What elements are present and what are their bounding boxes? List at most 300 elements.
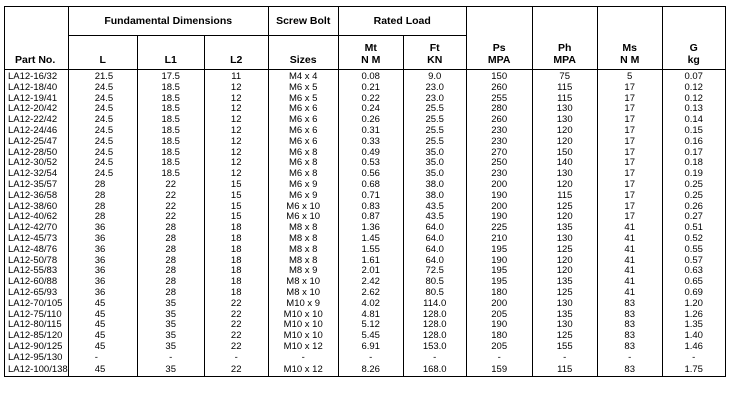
ph-cell: 130 — [532, 104, 597, 115]
ph-cell: 140 — [532, 158, 597, 169]
ph-cell: 125 — [532, 288, 597, 299]
g-cell: 1.20 — [662, 299, 725, 310]
ps-cell: 200 — [466, 180, 532, 191]
l2-cell: 18 — [204, 277, 268, 288]
l2-cell: 15 — [204, 191, 268, 202]
part-no-cell: LA12-65/93 — [5, 288, 69, 299]
mt-cell: 2.01 — [338, 266, 403, 277]
ps-cell: 159 — [466, 364, 532, 377]
g-cell: 0.12 — [662, 94, 725, 105]
ft-cell: 64.0 — [403, 245, 466, 256]
l2-cell: 12 — [204, 104, 268, 115]
ms-cell: 17 — [597, 148, 662, 159]
g-cell: 0.52 — [662, 234, 725, 245]
table-row — [5, 202, 726, 213]
mt-cell: 0.08 — [338, 70, 403, 83]
mt-cell: 0.31 — [338, 126, 403, 137]
ft-cell: 35.0 — [403, 148, 466, 159]
l2-cell: 22 — [204, 299, 268, 310]
table-row — [5, 245, 726, 256]
table-row — [5, 212, 726, 223]
header-ft-name: Ft — [429, 42, 440, 54]
part-no-cell: LA12-20/42 — [5, 104, 69, 115]
g-cell: - — [662, 353, 725, 364]
sizes-cell: M4 x 4 — [268, 70, 338, 83]
sizes-cell: M10 x 12 — [268, 342, 338, 353]
part-no-cell: LA12-48/76 — [5, 245, 69, 256]
l1-cell: 22 — [137, 202, 204, 213]
header-ms-unit: N M — [620, 54, 640, 66]
mt-cell: 0.24 — [338, 104, 403, 115]
ms-cell: 17 — [597, 202, 662, 213]
sizes-cell: - — [268, 353, 338, 364]
ms-cell: 5 — [597, 70, 662, 83]
table-row — [5, 126, 726, 137]
g-cell: 0.15 — [662, 126, 725, 137]
ft-cell: 128.0 — [403, 310, 466, 321]
header-mt — [338, 36, 403, 70]
l-cell: 45 — [68, 364, 137, 377]
part-no-cell: LA12-32/54 — [5, 169, 69, 180]
ft-cell: 35.0 — [403, 158, 466, 169]
table-row — [5, 256, 726, 267]
ps-cell: 225 — [466, 223, 532, 234]
ps-cell: 210 — [466, 234, 532, 245]
ft-cell: 64.0 — [403, 223, 466, 234]
l-cell: 24.5 — [68, 104, 137, 115]
mt-cell: 0.26 — [338, 115, 403, 126]
ps-cell: 260 — [466, 83, 532, 94]
ms-cell: 17 — [597, 126, 662, 137]
ms-cell: 17 — [597, 83, 662, 94]
ms-cell: 41 — [597, 288, 662, 299]
l2-cell: 12 — [204, 126, 268, 137]
sizes-cell: M10 x 12 — [268, 364, 338, 377]
table-row — [5, 180, 726, 191]
l2-cell: 12 — [204, 169, 268, 180]
ps-cell: 255 — [466, 94, 532, 105]
ft-cell: 38.0 — [403, 191, 466, 202]
l1-cell: 35 — [137, 364, 204, 377]
part-no-cell: LA12-16/32 — [5, 70, 69, 83]
ph-cell: 115 — [532, 191, 597, 202]
l1-cell: 18.5 — [137, 94, 204, 105]
l1-cell: 18.5 — [137, 115, 204, 126]
ms-cell: 83 — [597, 364, 662, 377]
l-cell: 45 — [68, 320, 137, 331]
header-ft — [403, 36, 466, 70]
l1-cell: 28 — [137, 288, 204, 299]
l-cell: 45 — [68, 331, 137, 342]
part-no-cell: LA12-40/62 — [5, 212, 69, 223]
table-row — [5, 320, 726, 331]
l2-cell: 12 — [204, 115, 268, 126]
l2-cell: 22 — [204, 320, 268, 331]
ms-cell: - — [597, 353, 662, 364]
part-no-cell: LA12-25/47 — [5, 137, 69, 148]
mt-cell: 4.81 — [338, 310, 403, 321]
header-l1: L1 — [137, 36, 204, 70]
ms-cell: 17 — [597, 158, 662, 169]
ms-cell: 17 — [597, 115, 662, 126]
sizes-cell: M6 x 6 — [268, 126, 338, 137]
header-ps-name: Ps — [492, 42, 506, 54]
l2-cell: 12 — [204, 137, 268, 148]
l-cell: 28 — [68, 180, 137, 191]
table-row — [5, 115, 726, 126]
ms-cell: 83 — [597, 299, 662, 310]
sizes-cell: M10 x 10 — [268, 331, 338, 342]
mt-cell: 0.53 — [338, 158, 403, 169]
l1-cell: 35 — [137, 331, 204, 342]
sizes-cell: M8 x 8 — [268, 223, 338, 234]
sizes-cell: M10 x 9 — [268, 299, 338, 310]
header-sizes: Sizes — [268, 36, 338, 70]
table-row — [5, 277, 726, 288]
l1-cell: 17.5 — [137, 70, 204, 83]
l-cell: 24.5 — [68, 126, 137, 137]
ms-cell: 41 — [597, 223, 662, 234]
l2-cell: 18 — [204, 256, 268, 267]
mt-cell: 4.02 — [338, 299, 403, 310]
ps-cell: - — [466, 353, 532, 364]
header-g-name: G — [689, 42, 698, 54]
header-ph — [532, 7, 597, 70]
ps-cell: 195 — [466, 245, 532, 256]
g-cell: 1.35 — [662, 320, 725, 331]
g-cell: 0.12 — [662, 83, 725, 94]
l1-cell: 18.5 — [137, 169, 204, 180]
l2-cell: - — [204, 353, 268, 364]
ph-cell: 120 — [532, 256, 597, 267]
table-body — [5, 70, 726, 377]
mt-cell: 0.22 — [338, 94, 403, 105]
table-row — [5, 83, 726, 94]
l-cell: 28 — [68, 202, 137, 213]
part-no-cell: LA12-50/78 — [5, 256, 69, 267]
ps-cell: 260 — [466, 115, 532, 126]
table-row — [5, 158, 726, 169]
mt-cell: 0.71 — [338, 191, 403, 202]
ps-cell: 270 — [466, 148, 532, 159]
header-g — [662, 7, 725, 70]
g-cell: 0.17 — [662, 148, 725, 159]
ms-cell: 83 — [597, 342, 662, 353]
sizes-cell: M6 x 10 — [268, 212, 338, 223]
ms-cell: 17 — [597, 191, 662, 202]
l-cell: 36 — [68, 223, 137, 234]
ph-cell: 125 — [532, 331, 597, 342]
ph-cell: 125 — [532, 202, 597, 213]
table-row — [5, 223, 726, 234]
part-no-cell: LA12-95/130 — [5, 353, 69, 364]
part-no-cell: LA12-42/70 — [5, 223, 69, 234]
ph-cell: 130 — [532, 299, 597, 310]
ft-cell: 25.5 — [403, 137, 466, 148]
part-no-cell: LA12-90/125 — [5, 342, 69, 353]
part-no-cell: LA12-55/83 — [5, 266, 69, 277]
l1-cell: 28 — [137, 256, 204, 267]
mt-cell: 0.87 — [338, 212, 403, 223]
header-ph-unit: MPA — [553, 54, 576, 66]
part-no-cell: LA12-75/110 — [5, 310, 69, 321]
mt-cell: 0.33 — [338, 137, 403, 148]
ms-cell: 17 — [597, 137, 662, 148]
ph-cell: 120 — [532, 126, 597, 137]
mt-cell: 1.45 — [338, 234, 403, 245]
ps-cell: 195 — [466, 277, 532, 288]
l2-cell: 18 — [204, 245, 268, 256]
ps-cell: 190 — [466, 212, 532, 223]
l1-cell: 35 — [137, 320, 204, 331]
ft-cell: 114.0 — [403, 299, 466, 310]
ps-cell: 230 — [466, 137, 532, 148]
mt-cell: 0.83 — [338, 202, 403, 213]
l1-cell: 22 — [137, 191, 204, 202]
ft-cell: 43.5 — [403, 212, 466, 223]
sizes-cell: M8 x 8 — [268, 234, 338, 245]
ps-cell: 190 — [466, 191, 532, 202]
l-cell: 28 — [68, 212, 137, 223]
ft-cell: 128.0 — [403, 331, 466, 342]
ms-cell: 17 — [597, 94, 662, 105]
g-cell: 0.51 — [662, 223, 725, 234]
l-cell: 24.5 — [68, 137, 137, 148]
l2-cell: 18 — [204, 223, 268, 234]
g-cell: 0.27 — [662, 212, 725, 223]
l1-cell: 35 — [137, 342, 204, 353]
ft-cell: - — [403, 353, 466, 364]
header-mt-name: Mt — [364, 42, 377, 54]
mt-cell: 1.55 — [338, 245, 403, 256]
part-no-cell: LA12-38/60 — [5, 202, 69, 213]
l2-cell: 11 — [204, 70, 268, 83]
ph-cell: 135 — [532, 277, 597, 288]
ph-cell: 130 — [532, 169, 597, 180]
sizes-cell: M6 x 6 — [268, 115, 338, 126]
l2-cell: 22 — [204, 331, 268, 342]
l2-cell: 12 — [204, 158, 268, 169]
part-no-cell: LA12-35/57 — [5, 180, 69, 191]
l-cell: 45 — [68, 342, 137, 353]
header-ms-name: Ms — [622, 42, 637, 54]
l1-cell: 28 — [137, 266, 204, 277]
sizes-cell: M6 x 8 — [268, 158, 338, 169]
g-cell: 0.26 — [662, 202, 725, 213]
sizes-cell: M6 x 6 — [268, 137, 338, 148]
l-cell: 24.5 — [68, 83, 137, 94]
sizes-cell: M10 x 10 — [268, 320, 338, 331]
part-no-cell: LA12-30/52 — [5, 158, 69, 169]
l-cell: 28 — [68, 191, 137, 202]
sizes-cell: M8 x 10 — [268, 277, 338, 288]
ms-cell: 41 — [597, 256, 662, 267]
ms-cell: 41 — [597, 245, 662, 256]
ps-cell: 200 — [466, 202, 532, 213]
table-row — [5, 364, 726, 377]
sizes-cell: M6 x 8 — [268, 148, 338, 159]
ps-cell: 205 — [466, 310, 532, 321]
l-cell: 36 — [68, 245, 137, 256]
ft-cell: 64.0 — [403, 234, 466, 245]
ps-cell: 180 — [466, 288, 532, 299]
ph-cell: 130 — [532, 234, 597, 245]
l1-cell: 28 — [137, 277, 204, 288]
l2-cell: 15 — [204, 202, 268, 213]
part-no-cell: LA12-36/58 — [5, 191, 69, 202]
l-cell: 36 — [68, 266, 137, 277]
l1-cell: 18.5 — [137, 158, 204, 169]
ps-cell: 190 — [466, 320, 532, 331]
l2-cell: 12 — [204, 148, 268, 159]
l-cell: 36 — [68, 256, 137, 267]
part-no-cell: LA12-19/41 — [5, 94, 69, 105]
ms-cell: 17 — [597, 104, 662, 115]
ft-cell: 43.5 — [403, 202, 466, 213]
ps-cell: 230 — [466, 126, 532, 137]
header-screw-bolt: Screw Bolt — [268, 7, 338, 36]
part-no-cell: LA12-24/46 — [5, 126, 69, 137]
table-row — [5, 70, 726, 83]
ph-cell: 135 — [532, 310, 597, 321]
l2-cell: 18 — [204, 288, 268, 299]
l1-cell: 18.5 — [137, 137, 204, 148]
l-cell: 21.5 — [68, 70, 137, 83]
l1-cell: 22 — [137, 212, 204, 223]
ms-cell: 41 — [597, 266, 662, 277]
l2-cell: 15 — [204, 212, 268, 223]
l1-cell: 28 — [137, 223, 204, 234]
table-row — [5, 266, 726, 277]
sizes-cell: M6 x 10 — [268, 202, 338, 213]
mt-cell: 0.68 — [338, 180, 403, 191]
g-cell: 0.69 — [662, 288, 725, 299]
ft-cell: 9.0 — [403, 70, 466, 83]
l2-cell: 18 — [204, 266, 268, 277]
l2-cell: 22 — [204, 310, 268, 321]
g-cell: 0.65 — [662, 277, 725, 288]
header-g-unit: kg — [687, 54, 700, 66]
ft-cell: 64.0 — [403, 256, 466, 267]
ph-cell: 135 — [532, 223, 597, 234]
header-ft-unit: KN — [427, 54, 443, 66]
ft-cell: 25.5 — [403, 115, 466, 126]
g-cell: 0.63 — [662, 266, 725, 277]
g-cell: 0.55 — [662, 245, 725, 256]
l-cell: - — [68, 353, 137, 364]
ps-cell: 200 — [466, 299, 532, 310]
l-cell: 24.5 — [68, 115, 137, 126]
sizes-cell: M6 x 9 — [268, 191, 338, 202]
ph-cell: 125 — [532, 245, 597, 256]
ps-cell: 280 — [466, 104, 532, 115]
ps-cell: 150 — [466, 70, 532, 83]
ps-cell: 230 — [466, 169, 532, 180]
l1-cell: 18.5 — [137, 148, 204, 159]
g-cell: 0.13 — [662, 104, 725, 115]
g-cell: 1.46 — [662, 342, 725, 353]
ms-cell: 83 — [597, 320, 662, 331]
l-cell: 45 — [68, 310, 137, 321]
header-fundamental-dimensions: Fundamental Dimensions — [68, 7, 268, 36]
mt-cell: 0.56 — [338, 169, 403, 180]
spec-table — [4, 6, 726, 377]
sizes-cell: M10 x 10 — [268, 310, 338, 321]
ph-cell: 120 — [532, 266, 597, 277]
mt-cell: 5.45 — [338, 331, 403, 342]
l1-cell: 18.5 — [137, 126, 204, 137]
part-no-cell: LA12-45/73 — [5, 234, 69, 245]
ph-cell: - — [532, 353, 597, 364]
l1-cell: 35 — [137, 299, 204, 310]
ft-cell: 23.0 — [403, 83, 466, 94]
header-rated-load: Rated Load — [338, 7, 466, 36]
l-cell: 24.5 — [68, 94, 137, 105]
ft-cell: 80.5 — [403, 277, 466, 288]
header-l: L — [68, 36, 137, 70]
sizes-cell: M8 x 9 — [268, 266, 338, 277]
mt-cell: 8.26 — [338, 364, 403, 377]
mt-cell: 0.49 — [338, 148, 403, 159]
part-no-cell: LA12-85/120 — [5, 331, 69, 342]
l-cell: 24.5 — [68, 169, 137, 180]
l-cell: 36 — [68, 288, 137, 299]
header-mt-unit: N M — [361, 54, 381, 66]
ft-cell: 168.0 — [403, 364, 466, 377]
mt-cell: 0.21 — [338, 83, 403, 94]
l2-cell: 12 — [204, 94, 268, 105]
g-cell: 0.18 — [662, 158, 725, 169]
part-no-cell: LA12-60/88 — [5, 277, 69, 288]
mt-cell: 5.12 — [338, 320, 403, 331]
mt-cell: - — [338, 353, 403, 364]
g-cell: 0.16 — [662, 137, 725, 148]
ph-cell: 115 — [532, 94, 597, 105]
ft-cell: 25.5 — [403, 104, 466, 115]
l1-cell: 22 — [137, 180, 204, 191]
ps-cell: 250 — [466, 158, 532, 169]
ph-cell: 115 — [532, 364, 597, 377]
table-row — [5, 299, 726, 310]
table-row — [5, 104, 726, 115]
sizes-cell: M8 x 8 — [268, 245, 338, 256]
l1-cell: 28 — [137, 234, 204, 245]
g-cell: 0.25 — [662, 180, 725, 191]
g-cell: 0.57 — [662, 256, 725, 267]
l1-cell: - — [137, 353, 204, 364]
g-cell: 0.14 — [662, 115, 725, 126]
ms-cell: 41 — [597, 277, 662, 288]
ft-cell: 25.5 — [403, 126, 466, 137]
table-row — [5, 148, 726, 159]
table-row — [5, 137, 726, 148]
ps-cell: 205 — [466, 342, 532, 353]
g-cell: 1.40 — [662, 331, 725, 342]
l1-cell: 18.5 — [137, 104, 204, 115]
l1-cell: 28 — [137, 245, 204, 256]
part-no-cell: LA12-18/40 — [5, 83, 69, 94]
header-ps — [466, 7, 532, 70]
table-row — [5, 94, 726, 105]
ph-cell: 120 — [532, 137, 597, 148]
ph-cell: 120 — [532, 212, 597, 223]
g-cell: 0.19 — [662, 169, 725, 180]
l-cell: 45 — [68, 299, 137, 310]
sizes-cell: M6 x 8 — [268, 169, 338, 180]
ph-cell: 130 — [532, 115, 597, 126]
l2-cell: 22 — [204, 342, 268, 353]
table-row — [5, 310, 726, 321]
